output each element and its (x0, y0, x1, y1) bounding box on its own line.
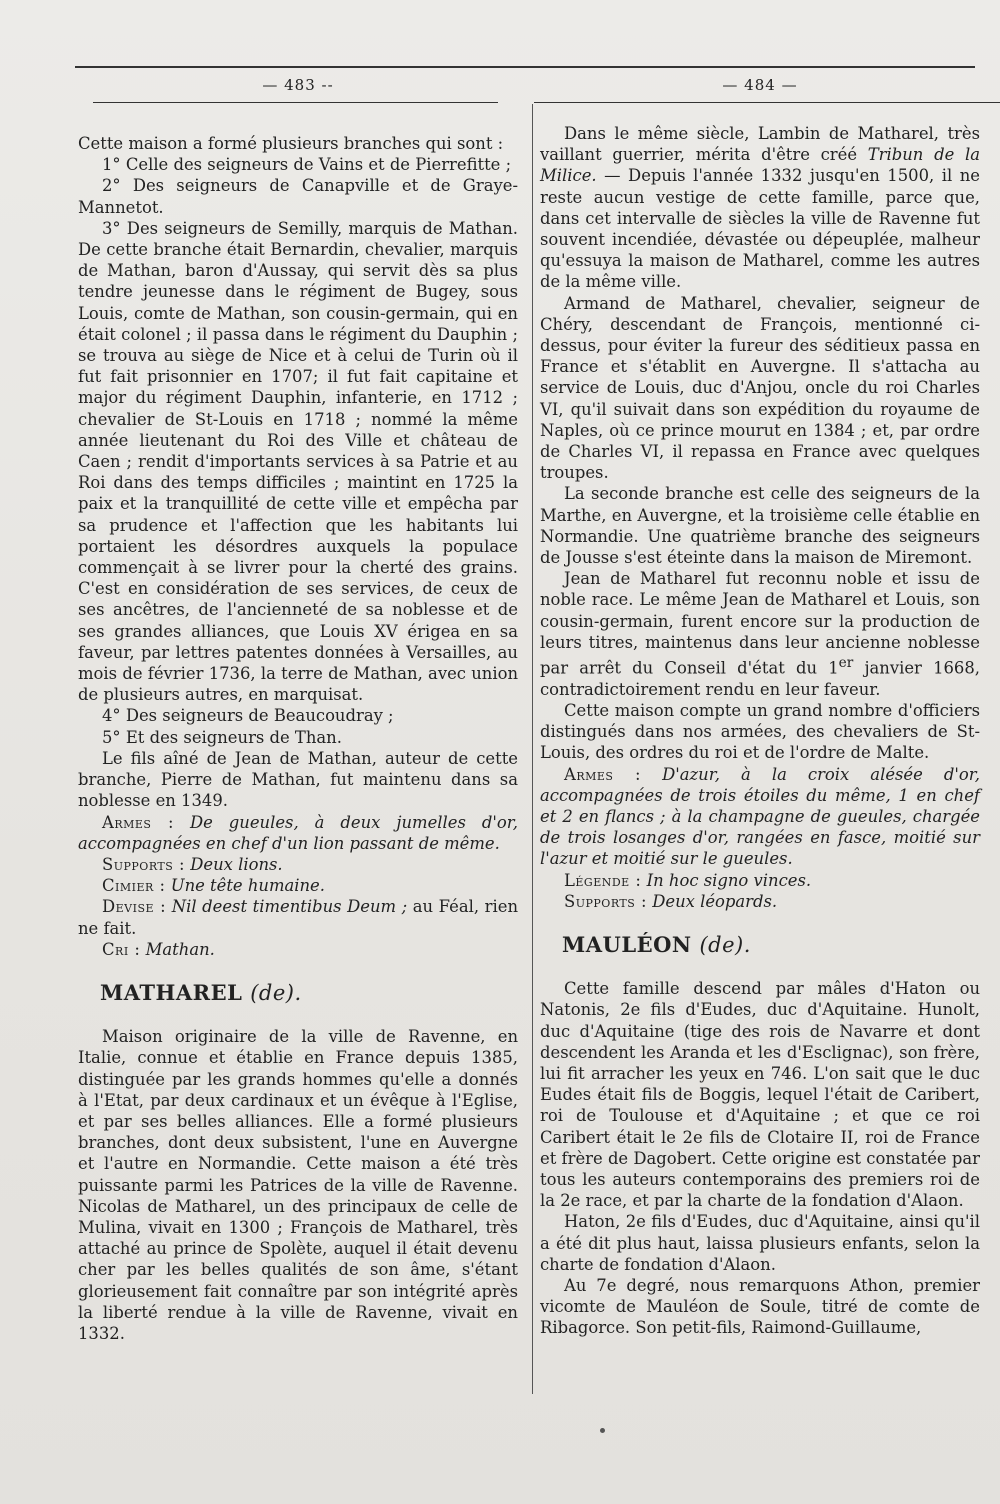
paragraph: Cette maison compte un grand nombre d'officiers distingués dans nos armées, des chevaliers de St-Louis, des ordres du roi et de l'ordre de Malte. (540, 700, 980, 763)
supports-label: Supports : (564, 891, 648, 911)
supports-line (78, 854, 518, 875)
italic-run: Tribun de la Milice. (540, 145, 980, 186)
cri-line (78, 939, 518, 960)
armes-text: De gueules, à deux jumelles d'or, accompagnées en chef d'un lion passant de même. (78, 812, 518, 853)
paragraph: Cette maison a formé plusieurs branches qui sont : (78, 134, 504, 153)
paragraph: 5° Et des seigneurs de Than. (102, 727, 342, 747)
paragraph: 1° Celle des seigneurs de Vains et de Pierrefitte ; (102, 155, 512, 175)
heading-name: MATHAREL (100, 979, 243, 1005)
right-page (540, 66, 980, 1339)
heading-particle: (de). (699, 932, 751, 957)
paragraph (540, 568, 980, 700)
section-heading-mauleon (562, 931, 980, 957)
superscript: er (838, 655, 854, 672)
paragraph: La seconde branche est celle des seigneurs de la Marthe, en Auvergne, et la troisième celle établie en Normandie. Une quatrième branche des seigneurs de Jousse s'est éteinte dans la maison de Miremont. (540, 484, 980, 568)
text-run: — Depuis l'année 1332 jusqu'en 1500, il ne reste aucun vestige de cette famille, parce que, dans cet intervalle de siècles la ville de Ravenne fut souvent incendiée, dévastée ou dépeuplée, malheur qu'essuya la maison de Matharel, comme les autres de la même ville. (540, 166, 980, 292)
text-run: Dans le même siècle, Lambin de Matharel, très vaillant guerrier, mérita d'être créé (540, 124, 980, 165)
heading-name: MAULÉON (562, 931, 692, 957)
devise-line (78, 896, 518, 938)
devise-text: Nil deest timentibus Deum ; (171, 897, 408, 917)
column-divider (532, 104, 533, 1394)
armes-label: Armes : (102, 812, 174, 832)
supports-text: Deux léopards. (652, 891, 778, 911)
legende-text: In hoc signo vinces. (646, 870, 812, 890)
paragraph: Haton, 2e fils d'Eudes, duc d'Aquitaine, ainsi qu'il a été dit plus haut, laissa plusieurs enfants, selon la charte de fondation d'Alaon. (540, 1212, 980, 1274)
paragraph: Cette famille descend par mâles d'Haton ou Natonis, 2e fils d'Eudes, duc d'Aquitaine. Hunolt, duc d'Aquitaine (tige des rois de Navarre et dont descendent les Aranda et les d'Esclignac), son frère, lui fit arracher les yeux en 746. L'on sait que le duc Eudes était fils de Boggis, lequel l'était de Caribert, roi de Toulouse et d'Aquitaine ; et que ce roi Caribert était le 2e fils de Clotaire II, roi de France et frère de Dagobert. Cette origine est constatée par tous les auteurs contemporains des premiers roi de la 2e race, et par la charte de la fondation d'Alaon. (540, 979, 980, 1211)
legende-line (540, 870, 980, 891)
right-text (540, 103, 980, 1339)
devise-rest: au Féal, rien ne fait. (78, 897, 518, 938)
paragraph: Le fils aîné de Jean de Mathan, auteur de cette branche, Pierre de Mathan, fut maintenu dans sa noblesse en 1349. (78, 748, 518, 811)
legende-label: Légende : (564, 870, 642, 890)
devise-label: Devise : (102, 897, 167, 917)
armes-label: Armes : (564, 764, 642, 784)
paragraph: 4° Des seigneurs de Beaucoudray ; (102, 706, 394, 726)
paragraph: Maison originaire de la ville de Ravenne, en Italie, connue et établie en France depuis 1385, distinguée par les grands hommes qu'elle a donnés à l'Etat, par deux cardinaux et un évêque à l'Eglise, et par ses belles alliances. Elle a formé plusieurs branches, dont deux subsistent, l'une en Auvergne et l'autre en Normandie. Cette maison a été très puissante parmi les Patrices de la ville de Ravenne. Nicolas de Matharel, un des principaux de celle de Mulina, vivait en 1300 ; François de Matharel, très attaché au prince de Spolète, auquel il était devenu cher par les belles qualités de son âme, s'étant glorieusement fait connaître par son intégrité après la liberté rendue à la ville de Ravenne, vivait en 1332. (78, 1027, 518, 1343)
page-number-right: — 484 — (722, 76, 798, 94)
paragraph: Au 7e degré, nous remarquons Athon, premier vicomte de Mauléon de Soule, titré de comte de Ribagorce. Son petit-fils, Raimond-Guillaume, (540, 1276, 980, 1338)
left-text (78, 103, 518, 1344)
supports-label: Supports : (102, 854, 186, 874)
armes-text: D'azur, à la croix alésée d'or, accompagnées de trois étoiles du même, 1 en chef et 2 en flancs ; à la champagne de gueules, chargée de trois losanges d'or, rangées en fasce, moitié sur l'azur et moitié sur le gueules. (540, 764, 980, 869)
armes-line (78, 812, 518, 854)
ink-speck (600, 1428, 605, 1433)
cimier-line (78, 875, 518, 896)
paragraph: 3° Des seigneurs de Semilly, marquis de Mathan. De cette branche était Bernardin, chevalier, marquis de Mathan, baron d'Aussay, qui servit dès sa plus tendre jeunesse dans le régiment de Bugey, sous Louis, comte de Mathan, son cousin-germain, qui en était colonel ; il passa dans le régiment du Dauphin ; se trouva au siège de Nice et à celui de Turin où il fut fait prisonnier en 1707; il fut fait capitaine et major du régiment Dauphin, infanterie, en 1712 ; chevalier de St-Louis en 1718 ; nommé la même année lieutenant du Roi des Ville et château de Caen ; rendit d'importants services à sa Patrie et au Roi dans des temps difficiles ; maintint en 1725 la paix et la tranquillité de cette ville et empêcha par sa prudence et l'affection que les habitants lui portaient les désordres auxquels la populace commençait à se livrer pour la cherté des grains. C'est en considération de ses services, de ceux de ses ancêtres, de l'ancienneté de sa noblesse et de ses grandes alliances, que Louis XV érigea en sa faveur, par lettres patentes données à Versailles, au mois de février 1736, la terre de Mathan, avec union de plusieurs autres, en marquisat. (78, 218, 518, 705)
paragraph: Armand de Matharel, chevalier, seigneur de Chéry, descendant de François, mentionné ci-dessus, pour éviter la fureur des séditieux passa en France et s'établit en Auvergne. Il s'attacha au service de Louis, duc d'Anjou, oncle du roi Charles VI, qu'il suivait dans son expédition du royaume de Naples, où ce prince mourut en 1384 ; et, par ordre de Charles VI, il repassa en France avec quelques troupes. (540, 293, 980, 483)
supports-text: Deux lions. (190, 854, 283, 874)
paragraph (540, 123, 980, 293)
cimier-label: Cimier : (102, 876, 166, 896)
cri-text: Mathan. (145, 939, 215, 959)
text-run: Jean de Matharel fut reconnu noble et issu de noble race. Le même Jean de Matharel et Louis, son cousin-germain, furent encore sur la production de leurs titres, maintenus dans leur ancienne noblesse par arrêt du Conseil d'état du 1 (540, 569, 980, 678)
armes-line (540, 764, 980, 870)
heading-particle: (de). (250, 980, 302, 1005)
supports-line (540, 891, 980, 912)
cri-label: Cri : (102, 939, 141, 959)
section-heading-matharel (100, 979, 518, 1005)
text-run: janvier 1668, contradictoirement rendu en leur faveur. (540, 658, 980, 699)
page-number-left: — 483 -- (262, 76, 334, 94)
left-page (78, 66, 518, 1344)
cimier-text: Une tête humaine. (170, 876, 325, 896)
paragraph: 2° Des seigneurs de Canapville et de Graye-Mannetot. (78, 176, 518, 217)
